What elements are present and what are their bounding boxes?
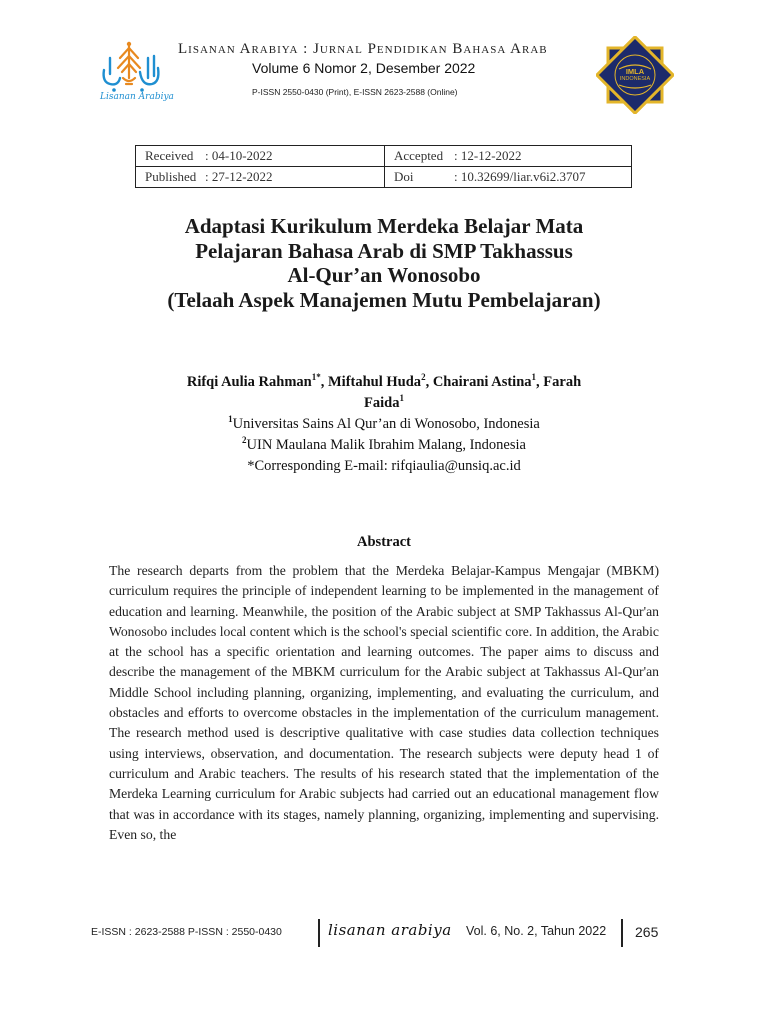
author-affil-mark: 1	[531, 372, 537, 383]
title-line: Pelajaran Bahasa Arab di SMP Takhassus	[195, 238, 573, 263]
received-cell	[136, 146, 385, 167]
table-row	[136, 146, 632, 167]
author-list	[0, 372, 768, 393]
footer-volume: Vol. 6, No. 2, Tahun 2022	[466, 924, 607, 938]
volume-issue: Volume 6 Nomor 2, Desember 2022	[252, 60, 476, 76]
journal-name: Lisanan Arabiya : Jurnal Pendidikan Bahasa Arab	[178, 41, 548, 57]
affil-mark: 1	[228, 414, 233, 425]
issn-line: P-ISSN 2550-0430 (Print), E-ISSN 2623-2588 (Online)	[252, 87, 458, 97]
author-name: , Farah	[536, 374, 582, 390]
affil-mark: 2	[242, 435, 247, 446]
journal-logo	[96, 38, 172, 108]
abstract-body	[109, 561, 659, 845]
article-dates-table	[135, 145, 632, 188]
accepted-label: Accepted	[394, 148, 444, 163]
author-name: Rifqi Aulia Rahman	[186, 374, 312, 390]
accepted-cell	[385, 146, 632, 167]
author-name: Faida	[364, 395, 400, 411]
author-name: , Miftahul Huda	[320, 374, 422, 390]
logo-caption: Lisanan Arabiya	[100, 92, 174, 102]
paper-title	[0, 214, 768, 312]
published-cell	[136, 167, 385, 188]
accepted-date: : 12-12-2022	[454, 148, 522, 163]
doi-cell	[385, 167, 632, 188]
doi-value: : 10.32699/liar.v6i2.3707	[454, 169, 586, 184]
corresponding-email: *Corresponding E-mail: rifqiaulia@unsiq.ac.id	[247, 458, 521, 474]
footer-journal-brand: lisanan arabiya	[328, 921, 452, 939]
published-label: Published	[145, 169, 197, 184]
affiliation	[0, 435, 768, 456]
author-affil-mark: 1	[399, 393, 404, 404]
footer-issn: E-ISSN : 2623-2588 P-ISSN : 2550-0430	[91, 926, 282, 938]
table-row	[136, 167, 632, 188]
imla-logo-subtext: INDONESIA	[619, 76, 651, 82]
affiliation-text: UIN Maulana Malik Ibrahim Malang, Indonesia	[246, 437, 526, 453]
affiliation-text: Universitas Sains Al Qur’an di Wonosobo, Indonesia	[232, 416, 540, 432]
imla-logo	[596, 36, 674, 114]
footer-divider	[318, 919, 320, 947]
author-affil-mark: 2	[421, 372, 426, 383]
received-date: : 04-10-2022	[205, 148, 273, 163]
page-number: 265	[635, 924, 659, 940]
author-block	[0, 372, 768, 477]
title-subtitle: (Telaah Aspek Manajemen Mutu Pembelajaran)	[167, 287, 601, 312]
title-line: Adaptasi Kurikulum Merdeka Belajar Mata	[184, 214, 584, 238]
published-date: : 27-12-2022	[205, 169, 273, 184]
imla-logo-text: IMLA	[625, 67, 645, 76]
received-label: Received	[145, 148, 194, 163]
affiliation	[0, 414, 768, 435]
author-name: , Chairani Astina	[425, 374, 532, 390]
abstract-text: The research departs from the problem that the Merdeka Belajar-Kampus Mengajar (MBKM) curriculum requires the principle of independent learning to be implemented in the management of education and learning. Meanwhile, the position of the Arabic subject at SMP Takhassus Al-Qur'an Wonosobo includes local content which is the school's special scientific core. In addition, the Arabic at the school has a specific orientation and learning outcomes. The paper aims to discuss and describe the management of the MBKM curriculum for the Arabic subject at Takhassus Al-Qur'an Middle School including planning, organizing, implementing, and evaluating the curriculum, and obstacles and efforts to overcome obstacles in the implementation of the curriculum management. The research method used is descriptive qualitative with case studies data collection techniques using interviews, observation, and documentation. The research subjects were deputy head 1 of curriculum and Arabic teachers. The results of his research stated that the implementation of the Merdeka Learning curriculum for Arabic subjects had carried out an educational management flow that was in accordance with its stages, namely planning, organizing, implementing and supervising. Even so, the	[109, 563, 659, 842]
abstract-heading: Abstract	[357, 534, 411, 550]
author-affil-mark: 1*	[311, 372, 321, 383]
doi-label: Doi	[394, 169, 414, 184]
author-list-cont	[0, 393, 768, 414]
footer-divider	[621, 919, 623, 947]
title-line: Al-Qur’an Wonosobo	[287, 263, 481, 287]
